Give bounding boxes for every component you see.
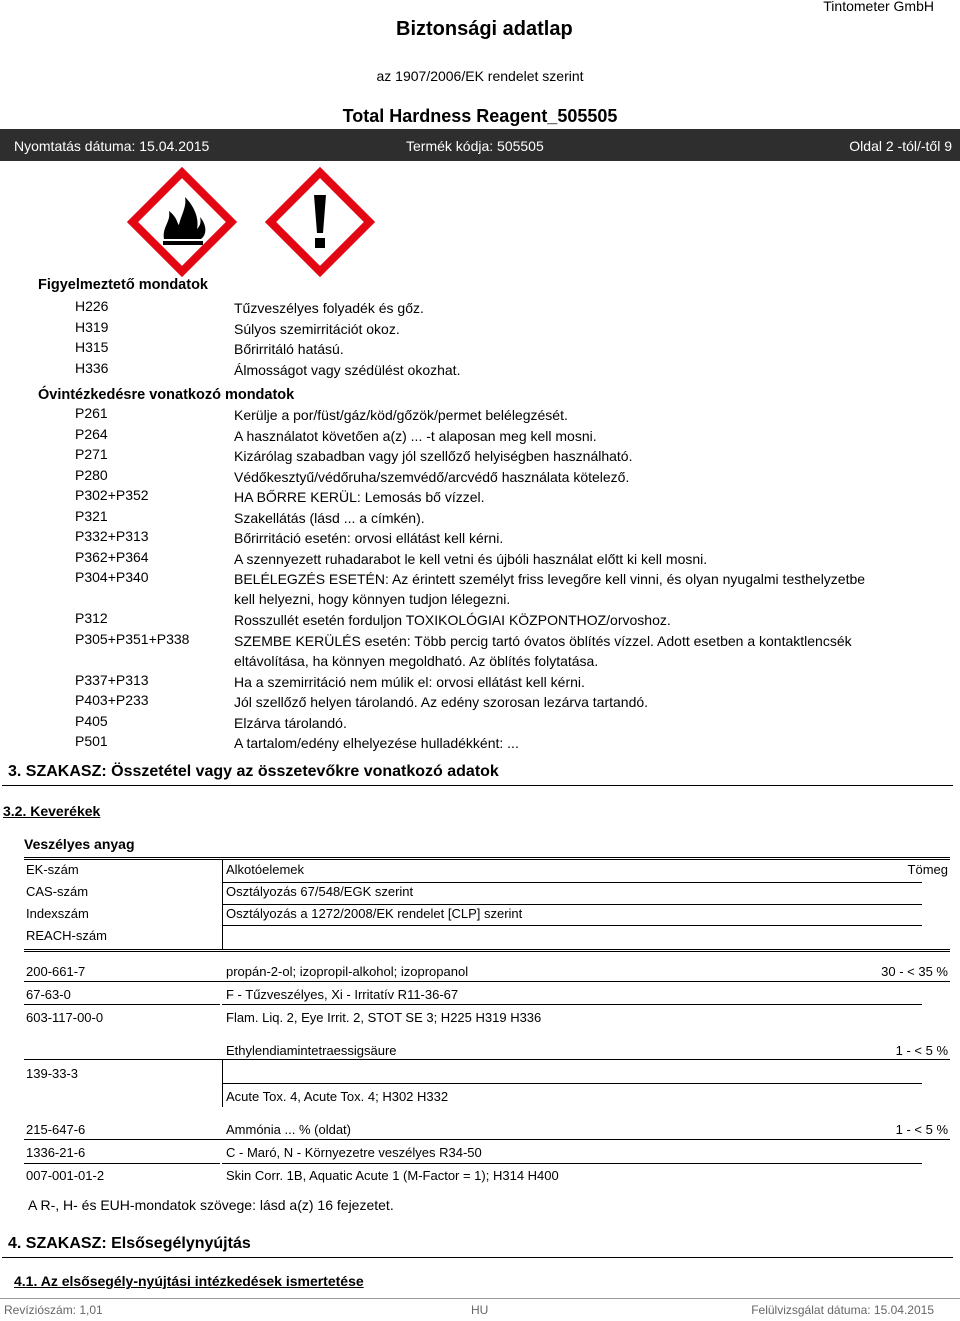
statement-text: A tartalom/edény elhelyezése hulladékként: ... [234,735,519,751]
statement-code: P312 [75,610,108,626]
mass-range: 30 - < 35 % [881,964,948,979]
clp-classification: Flam. Liq. 2, Eye Irrit. 2, STOT SE 3; H225 H319 H336 [226,1010,542,1025]
section-4-title: 4. SZAKASZ: Elsősegélynyújtás [8,1235,251,1252]
section-3-2-title: 3.2. Keverékek [3,803,101,819]
mass-range: 1 - < 5 % [895,1122,948,1137]
statement-text: Tűzveszélyes folyadék és gőz. [234,300,424,316]
statement-code: P302+P352 [75,487,149,503]
statement-code: P264 [75,425,108,442]
section-3-header [2,757,953,786]
print-date: Nyomtatás dátuma: 15.04.2015 [14,138,210,154]
header-dsd-classification: Osztályozás 67/548/EGK szerint [226,884,414,899]
header-reach-number: REACH-szám [26,928,107,943]
statement-code: P261 [75,405,108,421]
table-row: 200-661-7 [26,964,86,979]
statement-code: H226 [75,298,109,314]
statement-text: Jól szellőző helyen tárolandó. Az edény szorosan lezárva tartandó. [234,694,649,710]
component-name: propán-2-ol; izopropil-alkohol; izopropanol [226,964,469,979]
statement-code: P403+P233 [75,692,149,708]
statement-code: H319 [75,318,109,335]
statement-code: P305+P351+P338 [75,630,190,647]
statement-code: P405 [75,712,108,729]
header-index-number: Indexszám [26,906,89,921]
statement-text: Kerülje a por/füst/gáz/köd/gőzök/permet belélegzését. [234,407,568,423]
statement-text: Bőrirritáció esetén: orvosi ellátást kell kérni. [234,530,504,546]
cas-number: 139-33-3 [26,1066,79,1081]
table-row: 215-647-6 [26,1122,86,1137]
print-info-bar [0,129,960,161]
cas-number: 67-63-0 [26,987,71,1002]
component-name: Ammónia ... % (oldat) [226,1122,351,1137]
header-clp-classification: Osztályozás a 1272/2008/EK rendelet [CLP] szerint [226,906,523,921]
section-3-title: 3. SZAKASZ: Összetétel vagy az összetevőkre vonatkozó adatok [8,763,499,780]
statement-code: P501 [75,733,108,749]
dsd-classification: F - Tűzveszélyes, Xi - Irritatív R11-36-67 [226,987,459,1002]
cas-number: 1336-21-6 [26,1145,86,1160]
hazardous-substance-title: Veszélyes anyag [24,836,135,852]
statement-text: Elzárva tárolandó. [234,714,347,731]
statement-code: H336 [75,359,109,376]
statement-text: Rosszullét esetén forduljon TOXIKOLÓGIAI KÖZPONTHOZ/orvoshoz. [234,612,671,628]
header-cas-number: CAS-szám [26,884,89,899]
statement-code: P280 [75,466,108,483]
statement-text: Súlyos szemirritációt okoz. [234,320,400,337]
company-name: Tintometer GmbH [823,0,934,14]
mass-range: 1 - < 5 % [895,1043,948,1058]
precautionary-statements-title: Óvintézkedésre vonatkozó mondatok [38,387,295,403]
flame-icon [127,167,237,277]
dsd-classification: C - Maró, N - Környezetre veszélyes R34-50 [226,1145,482,1160]
statement-text: Bőrirritáló hatású. [234,341,344,357]
document-title: Biztonsági adatlap [396,18,573,40]
section-4-header [2,1229,953,1258]
language-code: HU [471,1303,489,1317]
statement-text: Álmosságot vagy szédülést okozhat. [234,361,461,378]
statement-code: P337+P313 [75,671,149,688]
statement-text: BELÉLEGZÉS ESETÉN: Az érintett személyt friss levegőre kell vinni, és olyan nyugalmi testhelyzetbe kell helyezni, hogy könnyen tudjon lélegezni. [234,571,866,607]
header-components: Alkotóelemek [226,862,305,877]
clp-classification: Acute Tox. 4, Acute Tox. 4; H302 H332 [226,1089,449,1104]
section-4-1-title: 4.1. Az elsősegély-nyújtási intézkedések ismertetése [14,1273,364,1289]
page-number: Oldal 2 -tól/-től 9 [849,138,952,154]
r-h-euh-note: A R-, H- és EUH-mondatok szövege: lásd a(z) 16 fejezetet. [28,1197,394,1213]
statement-text: Védőkesztyű/védőruha/szemvédő/arcvédő használata kötelező. [234,468,630,485]
statement-text: Kizárólag szabadban vagy jól szellőző helyiségben használható. [234,448,633,464]
product-name: Total Hardness Reagent_505505 [342,106,618,126]
hazard-statements-title: Figyelmeztető mondatok [38,277,208,293]
regulation-line: az 1907/2006/EK rendelet szerint [376,68,584,84]
statement-code: P332+P313 [75,528,149,544]
clp-classification: Skin Corr. 1B, Aquatic Acute 1 (M-Factor = 1); H314 H400 [226,1168,559,1183]
statement-code: P271 [75,446,108,462]
index-number: 603-117-00-0 [26,1010,104,1025]
statement-code: P362+P364 [75,548,149,565]
header-mass: Tömeg [907,862,948,877]
statement-text: A használatot követően a(z) ... -t alaposan meg kell mosni. [234,427,597,444]
statement-text: SZEMBE KERÜLÉS esetén: Több percig tartó óvatos öblítés vízzel. Adott esetben a kontaktlencsék eltávolítása, ha könnyen megoldható. Az öblítés folytatása. [234,632,852,669]
revision-number: Revíziószám: 1,01 [4,1303,103,1317]
index-number: 007-001-01-2 [26,1168,105,1183]
statement-text: Szakellátás (lásd ... a címkén). [234,509,425,526]
statement-text: HA BŐRRE KERÜL: Lemosás bő vízzel. [234,489,485,505]
statement-code: H315 [75,339,109,355]
review-date: Felülvizsgálat dátuma: 15.04.2015 [751,1303,934,1317]
statement-text: A szennyezett ruhadarabot le kell vetni és újbóli használat előtt ki kell mosni. [234,550,708,567]
statement-code: P321 [75,507,108,524]
statement-code: P304+P340 [75,569,149,585]
component-name: Ethylendiamintetraessigsäure [226,1043,397,1058]
exclamation-icon [265,167,375,277]
header-ec-number: EK-szám [26,862,79,877]
statement-text: Ha a szemirritáció nem múlik el: orvosi ellátást kell kérni. [234,673,585,690]
product-code: Termék kódja: 505505 [406,138,544,154]
